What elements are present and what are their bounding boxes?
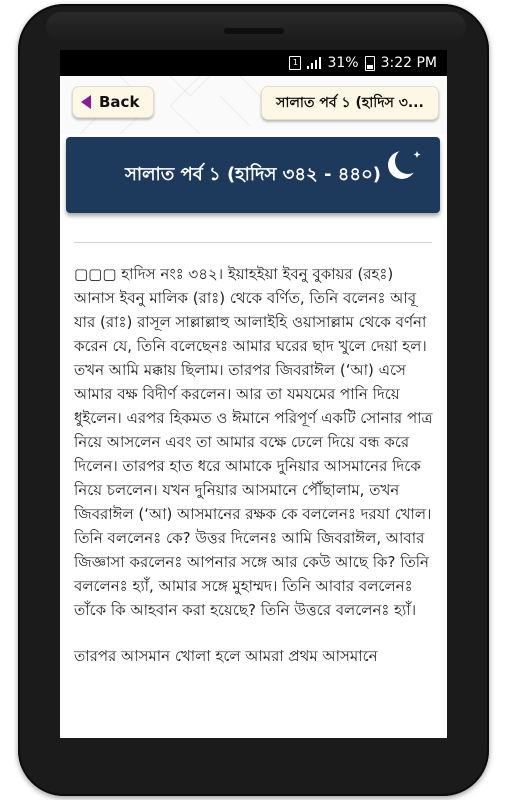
phone-top-bezel bbox=[46, 12, 466, 42]
sim-icon: 1 bbox=[289, 56, 301, 70]
battery-icon bbox=[365, 56, 375, 71]
chapter-banner bbox=[66, 137, 440, 213]
back-button-label: Back bbox=[99, 93, 140, 111]
hadith-content bbox=[74, 262, 434, 690]
hadith-paragraph: তারপর আসমান খোলা হলে আমরা প্রথম আসমানে bbox=[74, 647, 378, 665]
back-button[interactable] bbox=[72, 86, 154, 118]
clock: 3:22 PM bbox=[380, 55, 437, 71]
crescent-moon-icon bbox=[384, 145, 424, 185]
hadith-paragraph: ▢▢▢ হাদিস নংঃ ৩৪২। ইয়াহইয়া ইবনু বুকায়র (রহঃ) আনাস ইবনু মালিক (রাঃ) থেকে বর্ণিত, তিনি বলেনঃ আবূ যার (রাঃ) রাসূল সাল্লাল্লাহু আলাইহি ওয়াসাল্লাম থেকে বর্ণনা করেন যে, তিনি বলেছেনঃ আমার ঘরের ছাদ খুলে দেয়া হল। তখন আমি মক্কায় ছিলাম। তারপর জিবরাঈল (‘আ) এসে আমার বক্ষ বিদীর্ণ করলেন। আর তা যমযমের পানি দিয়ে ধুইলেন। এরপর হিকমত ও ঈমানে পরিপূর্ণ একটি সোনার পাত্র নিয়ে আসলেন এবং তা আমার বক্ষে ঢেলে দিয়ে বন্ধ করে দিলেন। তারপর হাত ধরে আমাকে দুনিয়ার আসমানের দিকে নিয়ে চললেন। যখন দুনিয়ার আসমানে পৌঁছালাম, তখন জিবরাঈল (‘আ) আসমানের রক্ষক কে বললেনঃ দরযা খোল। তিনি বললেনঃ কে? উত্তর দিলেনঃ আমি জিবরাঈল, আবার জিজ্ঞাসা করলেনঃ আপনার সঙ্গে আর কেউ আছে কি? তিনি বললেনঃ হ্যাঁ, আমার সঙ্গে মুহাম্মদ। তিনি আবার বললেনঃ তাঁকে কি আহবান করা হয়েছে? তিনি উত্তরে বললেনঃ হ্যাঁ। bbox=[74, 265, 433, 619]
signal-icon bbox=[307, 57, 321, 69]
back-arrow-icon bbox=[81, 95, 91, 109]
chapter-title-button[interactable]: সালাত পর্ব ১ (হাদিস ৩... bbox=[261, 86, 439, 120]
chapter-title: সালাত পর্ব ১ (হাদিস ৩৪২ - ৪৪০) bbox=[124, 163, 381, 185]
toolbar bbox=[60, 76, 447, 134]
status-bar bbox=[60, 50, 447, 76]
app-screen bbox=[60, 50, 447, 738]
divider bbox=[74, 242, 432, 243]
battery-percent: 31% bbox=[327, 55, 359, 71]
phone-speaker bbox=[224, 28, 284, 34]
